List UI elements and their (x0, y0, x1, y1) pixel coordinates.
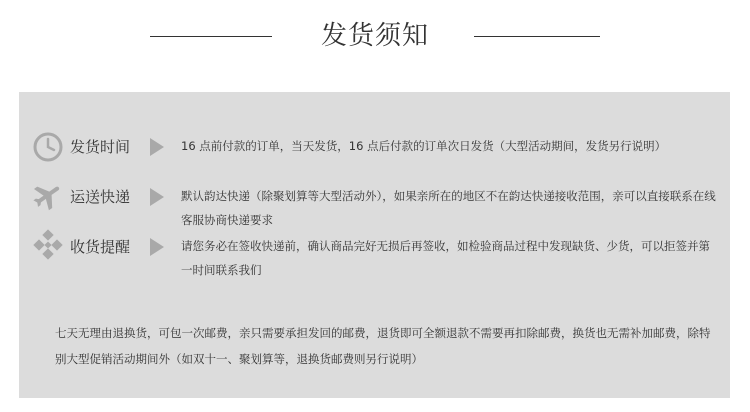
header-divider-left (150, 36, 272, 37)
header-divider-right (474, 36, 600, 37)
page-header (0, 0, 750, 80)
return-policy-notice: 七天无理由退换货，可包一次邮费，亲只需要承担发回的邮费，退货即可全额退款不需要再扣除邮费，换货也无需补加邮费，除特别大型促销活动期间外（如双十一、聚划算等，退换货邮费则另行说明） (55, 326, 711, 366)
arrow-right-icon (150, 188, 164, 206)
row-label: 运送快递 (70, 188, 131, 206)
shipping-info-panel (19, 92, 730, 398)
diamond-grid-icon (31, 228, 65, 262)
row-label: 收货提醒 (70, 238, 131, 256)
row-description: 默认韵达快递（除聚划算等大型活动外），如果亲所在的地区不在韵达快递接收范围，亲可以直接联系在线客服协商快递要求 (181, 189, 716, 227)
page-title: 发货须知 (320, 21, 429, 51)
row-label: 发货时间 (70, 138, 131, 156)
airplane-icon (31, 178, 65, 212)
arrow-right-icon (150, 238, 164, 256)
arrow-right-icon (150, 138, 164, 156)
clock-icon (31, 130, 65, 164)
row-description: 16 点前付款的订单，当天发货，16 点后付款的订单次日发货（大型活动期间，发货另行说明） (181, 139, 667, 153)
row-description: 请您务必在签收快递前，确认商品完好无损后再签收，如检验商品过程中发现缺货、少货，可以拒签并第一时间联系我们 (181, 239, 710, 277)
